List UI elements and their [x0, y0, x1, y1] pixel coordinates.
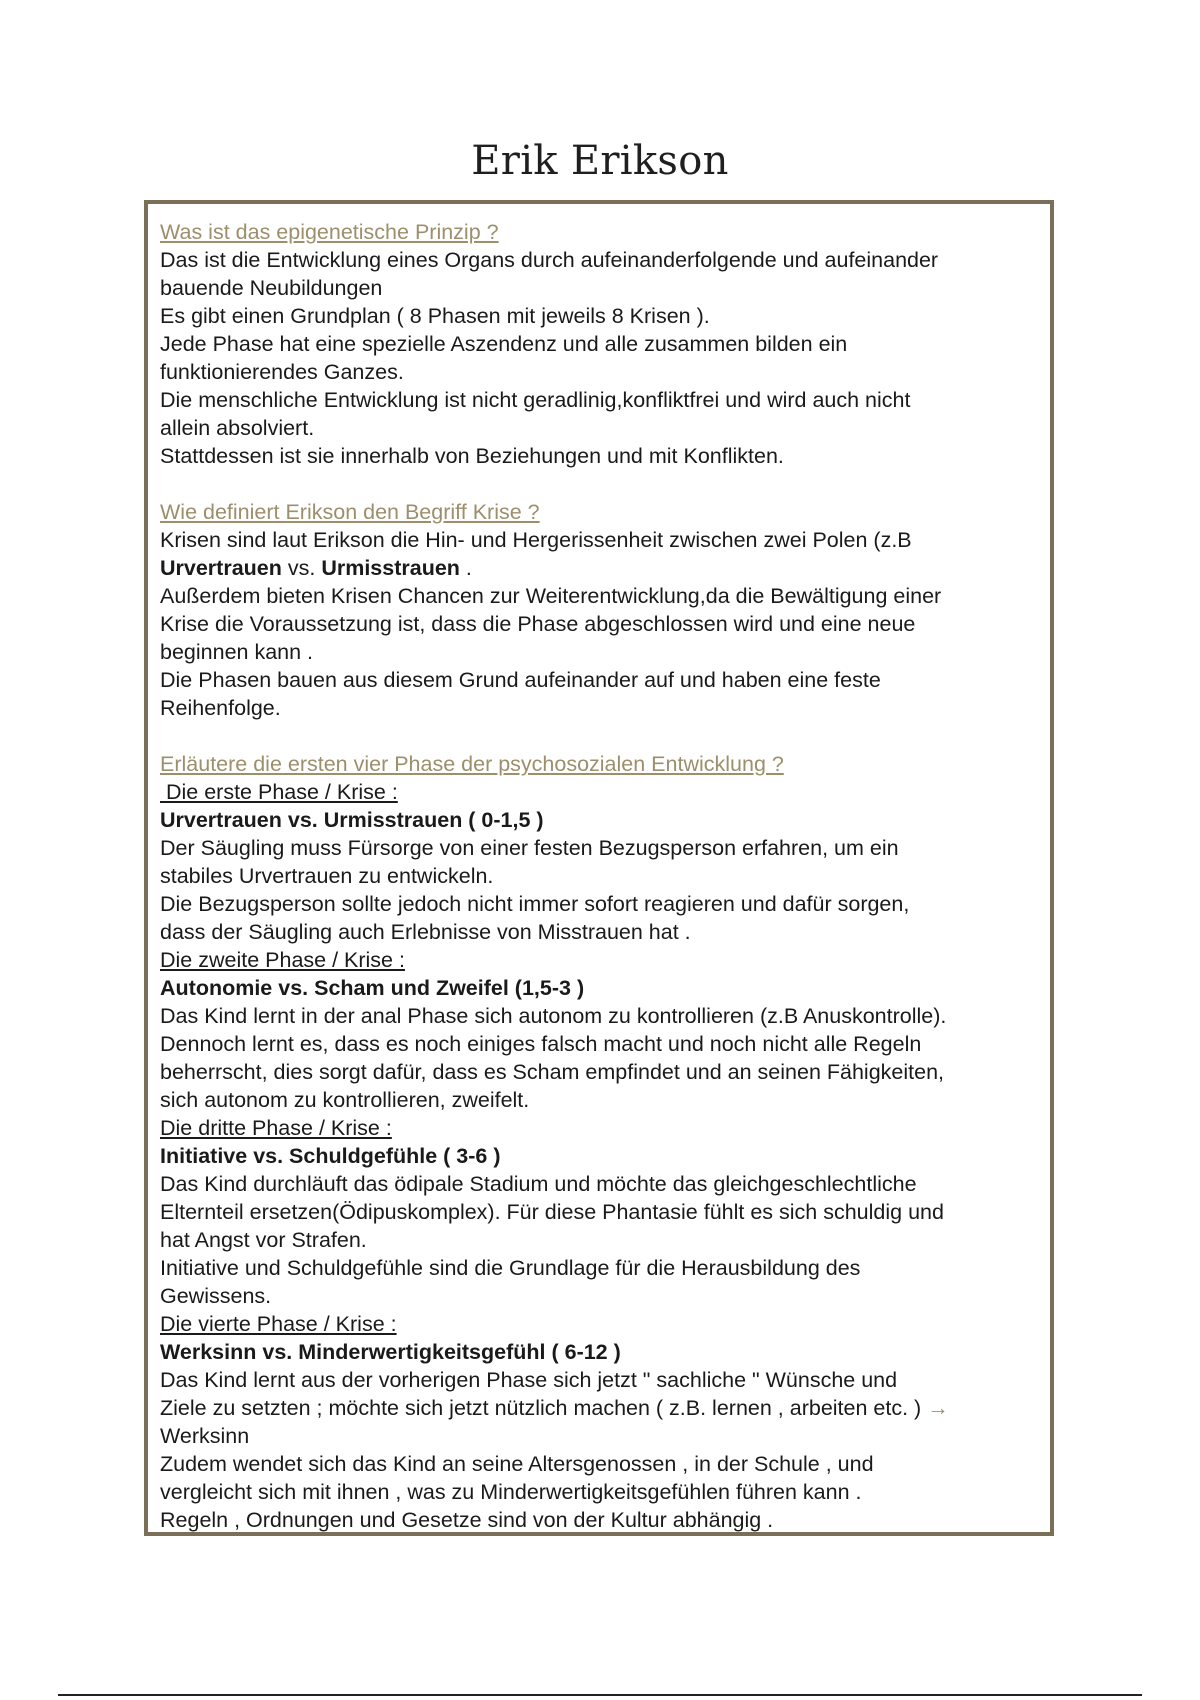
- text-line: bauende Neubildungen: [160, 276, 383, 300]
- phase-title: Initiative vs. Schuldgefühle ( 3-6 ): [160, 1144, 501, 1168]
- content-box: [144, 200, 1054, 1536]
- text-line: dass der Säugling auch Erlebnisse von Misstrauen hat .: [160, 920, 691, 944]
- phase-title: Werksinn vs. Minderwertigkeitsgefühl ( 6-12 ): [160, 1340, 621, 1364]
- text-line: Das Kind lernt aus der vorherigen Phase sich jetzt " sachliche " Wünsche und: [160, 1368, 898, 1392]
- question-epigenetic: Was ist das epigenetische Prinzip ?: [160, 220, 499, 244]
- text-line: Das Kind durchläuft das ödipale Stadium und möchte das gleichgeschlechtliche: [160, 1172, 917, 1196]
- text-line: Regeln , Ordnungen und Gesetze sind von der Kultur abhängig .: [160, 1508, 774, 1532]
- phase-heading: Die dritte Phase / Krise :: [160, 1116, 392, 1140]
- text-line: Die Phasen bauen aus diesem Grund aufeinander auf und haben eine feste: [160, 668, 881, 692]
- phase-heading: Die vierte Phase / Krise :: [160, 1312, 397, 1336]
- text-line: Dennoch lernt es, dass es noch einiges falsch macht und noch nicht alle Regeln: [160, 1032, 922, 1056]
- text-line: Stattdessen ist sie innerhalb von Beziehungen und mit Konflikten.: [160, 444, 784, 468]
- text-line: Gewissens.: [160, 1284, 272, 1308]
- phase-heading: Die zweite Phase / Krise :: [160, 948, 405, 972]
- bottom-divider: [58, 1694, 1142, 1696]
- text-line: Elternteil ersetzen(Ödipuskomplex). Für diese Phantasie fühlt es sich schuldig und: [160, 1200, 944, 1224]
- text-line: Außerdem bieten Krisen Chancen zur Weiterentwicklung,da die Bewältigung einer: [160, 584, 942, 608]
- question-crisis: Wie definiert Erikson den Begriff Krise ?: [160, 500, 540, 524]
- phase-title: Autonomie vs. Scham und Zweifel (1,5-3 ): [160, 976, 585, 1000]
- term-urmisstrauen: Urmisstrauen: [321, 556, 460, 580]
- text-line: beherrscht, dies sorgt dafür, dass es Scham empfindet und an seinen Fähigkeiten,: [160, 1060, 945, 1084]
- arrow-right-icon: →: [927, 1396, 949, 1420]
- text-segment: Ziele zu setzten ; möchte sich jetzt nützlich machen ( z.B. lernen , arbeiten etc. ): [160, 1396, 928, 1420]
- text-line: Werksinn: [160, 1424, 250, 1448]
- vs-text: vs.: [281, 556, 322, 580]
- text-line: [160, 1394, 1042, 1422]
- text-line: Der Säugling muss Fürsorge von einer festen Bezugsperson erfahren, um ein: [160, 836, 899, 860]
- text-line: Die Bezugsperson sollte jedoch nicht immer sofort reagieren und dafür sorgen,: [160, 892, 910, 916]
- text-line: beginnen kann .: [160, 640, 314, 664]
- text-line: Reihenfolge.: [160, 696, 281, 720]
- text-line: sich autonom zu kontrollieren, zweifelt.: [160, 1088, 530, 1112]
- text-line: Initiative und Schuldgefühle sind die Grundlage für die Herausbildung des: [160, 1256, 861, 1280]
- text-line: hat Angst vor Strafen.: [160, 1228, 367, 1252]
- text-line: allein absolviert.: [160, 416, 315, 440]
- text-line: Jede Phase hat eine spezielle Aszendenz und alle zusammen bilden ein: [160, 332, 848, 356]
- phase-title: Urvertrauen vs. Urmisstrauen ( 0-1,5 ): [160, 808, 544, 832]
- phase-heading: Die erste Phase / Krise :: [160, 780, 398, 804]
- text-line: Es gibt einen Grundplan ( 8 Phasen mit jeweils 8 Krisen ).: [160, 304, 710, 328]
- question-phases: Erläutere die ersten vier Phase der psychosozialen Entwicklung ?: [160, 752, 784, 776]
- text-line-poles: [160, 554, 1042, 582]
- text-line: Die menschliche Entwicklung ist nicht geradlinig,konfliktfrei und wird auch nicht: [160, 388, 911, 412]
- text-line: Das ist die Entwicklung eines Organs durch aufeinanderfolgende und aufeinander: [160, 248, 939, 272]
- text-line: stabiles Urvertrauen zu entwickeln.: [160, 864, 494, 888]
- text-line: Krise die Voraussetzung ist, dass die Phase abgeschlossen wird und eine neue: [160, 612, 916, 636]
- text-line: Das Kind lernt in der anal Phase sich autonom zu kontrollieren (z.B Anuskontrolle).: [160, 1004, 947, 1028]
- term-urvertrauen: Urvertrauen: [160, 556, 282, 580]
- period: .: [459, 556, 472, 580]
- text-line: funktionierendes Ganzes.: [160, 360, 404, 384]
- text-line: vergleicht sich mit ihnen , was zu Minderwertigkeitsgefühlen führen kann .: [160, 1480, 862, 1504]
- page-title: Erik Erikson: [471, 138, 729, 184]
- text-line: Krisen sind laut Erikson die Hin- und Hergerissenheit zwischen zwei Polen (z.B: [160, 528, 912, 552]
- text-line: Zudem wendet sich das Kind an seine Altersgenossen , in der Schule , und: [160, 1452, 874, 1476]
